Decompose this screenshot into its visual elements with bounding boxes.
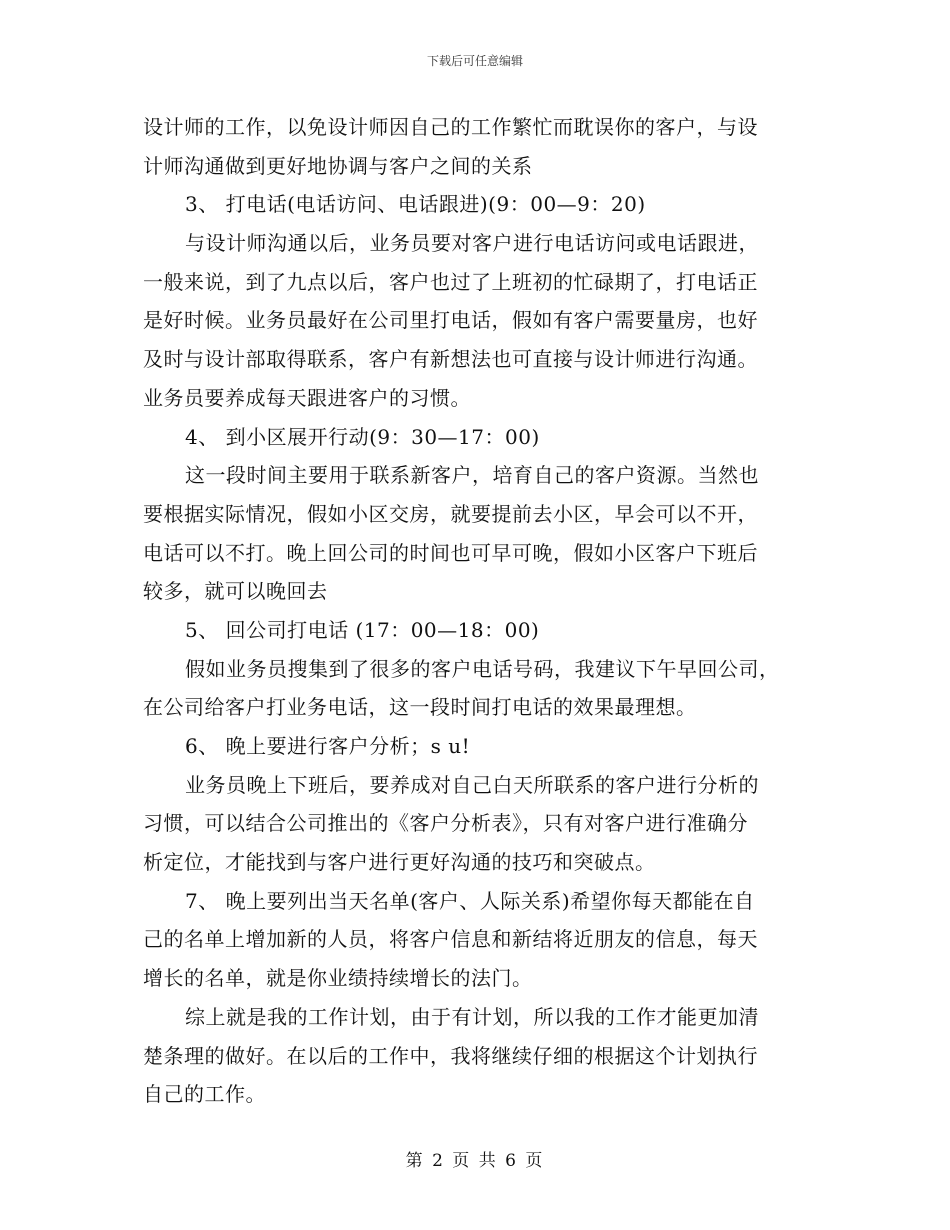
text-line: 增长的名单，就是你业绩持续增长的法门。 [143, 966, 533, 991]
text-line: 这一段时间主要用于联系新客户，培育自己的客户资源。当然也 [185, 463, 759, 488]
text-line: 自己的工作。 [143, 1082, 266, 1107]
text-line: 较多，就可以晚回去 [143, 579, 328, 604]
text-line: 在公司给客户打业务电话，这一段时间打电话的效果最理想。 [143, 695, 697, 720]
document-body [143, 108, 808, 1114]
text-line: 习惯，可以结合公司推出的《客户分析表》，只有对客户进行准确分 [143, 811, 748, 836]
text-line: 假如业务员搜集到了很多的客户电话号码，我建议下午早回公司， [185, 656, 780, 681]
text-line: 楚条理的做好。在以后的工作中，我将继续仔细的根据这个计划执行 [143, 1043, 758, 1068]
text-line: 一般来说，到了九点以后，客户也过了上班初的忙碌期了，打电话正 [143, 269, 758, 294]
text-line: 及时与设计部取得联系，客户有新想法也可直接与设计师进行沟通。 [143, 347, 758, 372]
page-header: 下载后可任意编辑 [426, 54, 523, 68]
text-line: 4、 到小区展开行动(9：30—17：00) [185, 424, 540, 449]
page-footer: 第 2 页 共 6 页 [405, 1151, 545, 1171]
text-line: 业务员晚上下班后，要养成对自己白天所联系的客户进行分析的 [185, 772, 759, 797]
text-line: 要根据实际情况，假如小区交房，就要提前去小区，早会可以不开， [143, 501, 758, 526]
text-line: 析定位，才能找到与客户进行更好沟通的技巧和突破点。 [143, 850, 656, 875]
text-line: 3、 打电话(电话访问、电话跟进)(9：00—9：20) [185, 192, 646, 217]
text-line: 7、 晚上要列出当天名单(客户、人际关系)希望你每天都能在自 [185, 888, 755, 913]
text-line: 与设计师沟通以后，业务员要对客户进行电话访问或电话跟进， [185, 231, 759, 256]
text-line: 己的名单上增加新的人员，将客户信息和新结将近朋友的信息，每天 [143, 927, 758, 952]
text-line: 电话可以不打。晚上回公司的时间也可早可晚，假如小区客户下班后 [143, 540, 758, 565]
text-line: 综上就是我的工作计划，由于有计划，所以我的工作才能更加清 [185, 1004, 759, 1029]
text-line: 6、 晚上要进行客户分析；s u! [185, 734, 471, 758]
text-line: 业务员要养成每天跟进客户的习惯。 [143, 385, 471, 410]
text-line: 计师沟通做到更好地协调与客户之间的关系 [143, 153, 533, 178]
text-line: 是好时候。业务员最好在公司里打电话，假如有客户需要量房，也好 [143, 308, 758, 333]
text-line: 设计师的工作，以免设计师因自己的工作繁忙而耽误你的客户，与设 [143, 115, 758, 139]
text-line: 5、 回公司打电话 (17：00—18：00) [185, 617, 540, 642]
